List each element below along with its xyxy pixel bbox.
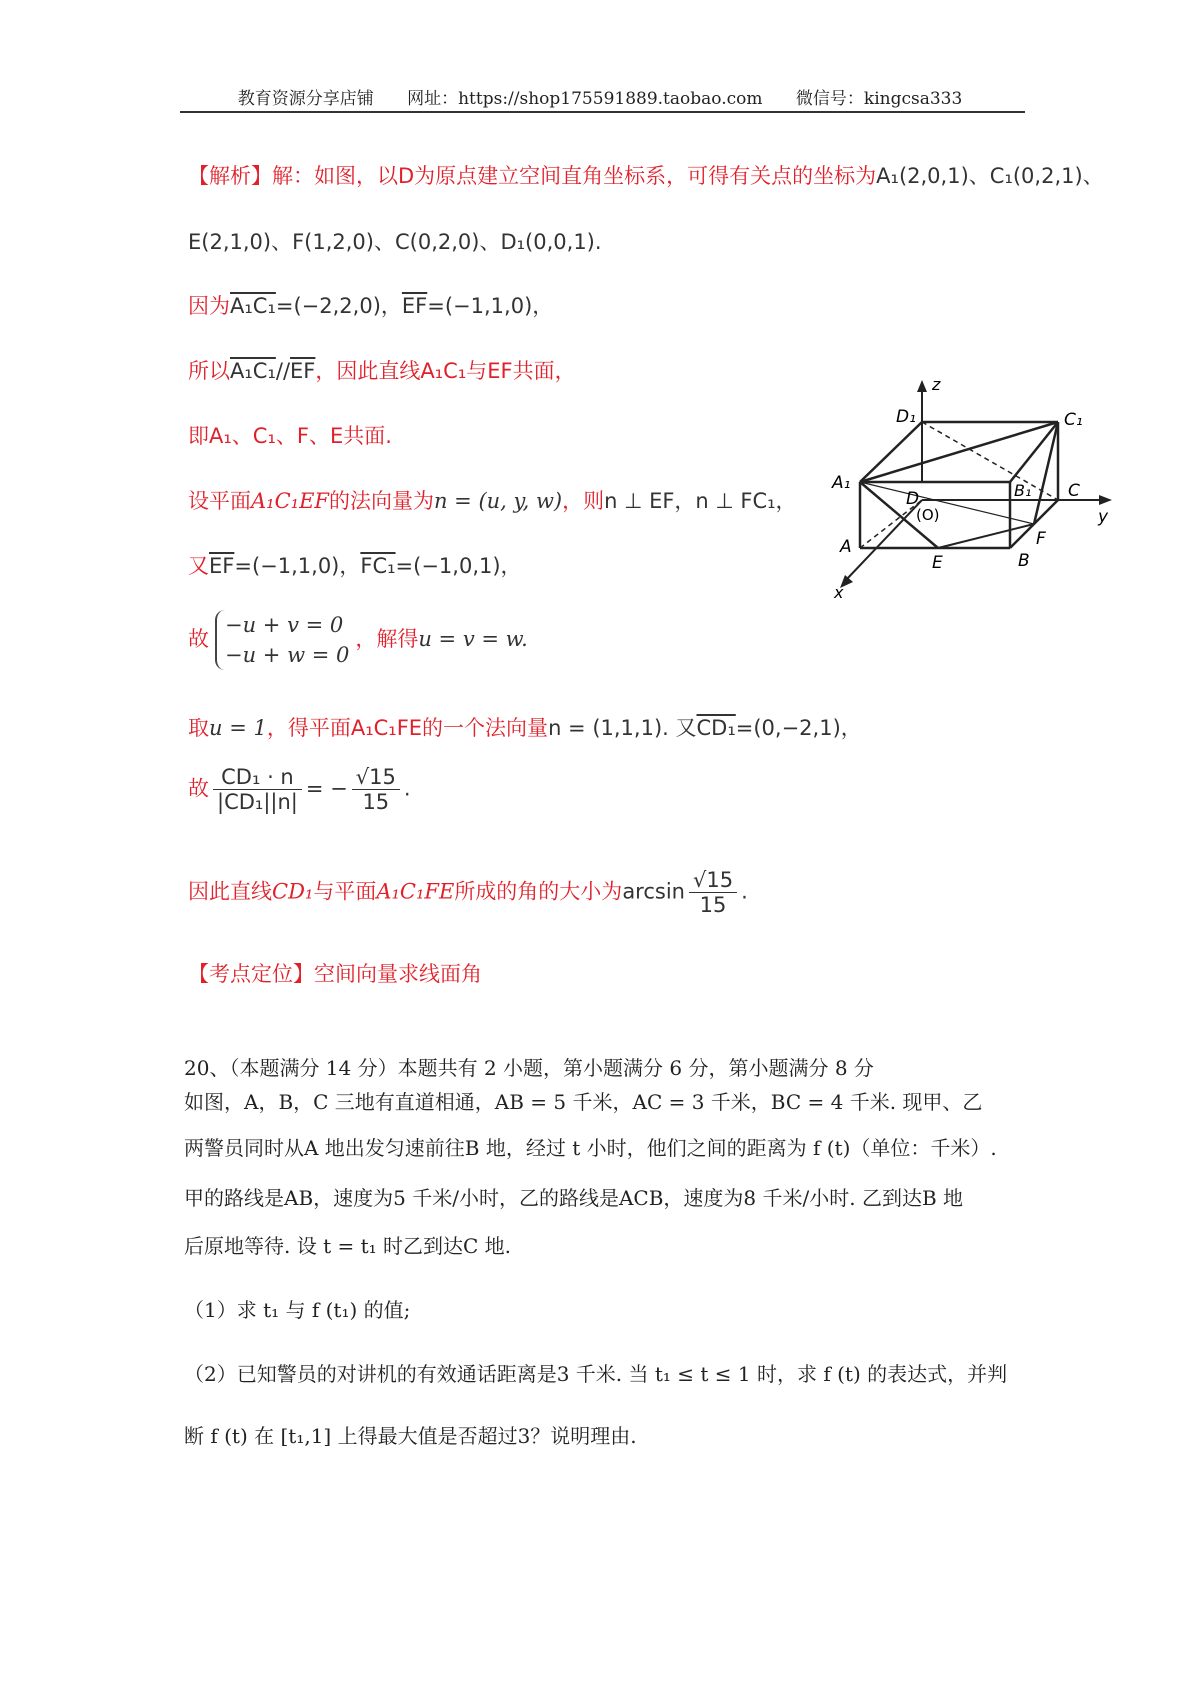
header-rule xyxy=(180,111,1025,113)
header-url: 网址：https://shop175591889.taobao.com xyxy=(407,89,763,109)
topic-line xyxy=(188,958,482,988)
x-axis xyxy=(846,500,922,580)
y-arrow xyxy=(1099,495,1112,505)
result-fraction: $\frac{√15}{15}$ xyxy=(352,765,400,814)
question-2-cont: 断 f (t) 在 [t₁,1] 上得最大值是否超过3？说明理由. xyxy=(184,1424,637,1448)
label-D: D xyxy=(906,489,920,509)
solution-line-10: 故 $\frac{\text{CD₁ · n}}{\text{|CD₁||n|}}$ = − $\frac{√15}{15}$ . xyxy=(188,765,411,814)
label-E: E xyxy=(932,553,943,573)
solution-line-8: 故−u + v = 0 −u + w = 0，解得u = v = w. xyxy=(188,610,528,670)
label-B1: B₁ xyxy=(1014,481,1032,500)
solution-line-11: 因此直线CD₁与平面A₁C₁FE所成的角的大小为arcsin $\frac{√15}{15}$ . xyxy=(188,868,748,917)
label-C1: C₁ xyxy=(1064,410,1083,430)
label-y: y xyxy=(1098,507,1109,527)
z-arrow xyxy=(917,380,927,392)
solution-line-3: 因为A₁C₁=(−2,2,0)，$\overline{EF}=(-1,1,0)$， xyxy=(188,294,554,318)
solution-line-5: 即A₁、C₁、F、E共面. xyxy=(188,424,392,448)
label-D1: D₁ xyxy=(896,407,916,427)
topic-text: 空间向量求线面角 xyxy=(314,962,482,986)
problem-line-1: 如图，A，B，C 三地有直道相通，AB = 5 千米，AC = 3 千米，BC = 4 千米. 现甲、乙 xyxy=(184,1090,983,1114)
label-O: (O) xyxy=(916,506,940,524)
solution-line-6: 设平面A₁C₁EF的法向量为n = (u, y, w)，则n ⊥ EF，n ⊥ FC₁， xyxy=(188,489,797,513)
header-wechat: 微信号：kingcsa333 xyxy=(795,89,963,109)
label-A: A xyxy=(840,537,852,557)
cosine-fraction: $\frac{\text{CD₁ · n}}{\text{|CD₁||n|}}$ xyxy=(213,765,302,814)
topic-tag: 【考点定位】 xyxy=(188,962,314,986)
problem-line-4: 后原地等待. 设 t = t₁ 时乙到达C 地. xyxy=(184,1234,512,1258)
solution-line-1: 【解析】解：如图，以D为原点建立空间直角坐标系，可得有关点的坐标为A₁(2,0,1)、C₁(0,2,1)、 xyxy=(188,164,1104,188)
problem-line-3: 甲的路线是AB，速度为5 千米/小时，乙的路线是ACB，速度为8 千米/小时. 乙到达B 地 xyxy=(184,1186,963,1210)
page-header xyxy=(0,84,1200,109)
problem-heading: 20、（本题满分 14 分）本题共有 2 小题，第小题满分 6 分，第小题满分 8 分 xyxy=(184,1056,874,1080)
problem-line-2: 两警员同时从A 地出发匀速前往B 地，经过 t 小时，他们之间的距离为 f (t)（单位：千米）. xyxy=(184,1136,997,1160)
header-shop: 教育资源分享店铺 xyxy=(237,89,374,109)
label-A1: A₁ xyxy=(832,473,851,493)
question-1: （1）求 t₁ 与 f (t₁) 的值; xyxy=(184,1298,411,1322)
label-x: x xyxy=(834,583,844,600)
question-2: （2）已知警员的对讲机的有效通话距离是3 千米. 当 t₁ ≤ t ≤ 1 时，求 f (t) 的表达式，并判 xyxy=(184,1362,1008,1386)
cuboid-figure xyxy=(820,370,1120,600)
label-F: F xyxy=(1036,529,1046,549)
label-z: z xyxy=(932,375,941,394)
solution-line-4: 所以A₁C₁/$/\overline{EF}$，因此直线A₁C₁与EF共面， xyxy=(188,359,576,383)
solution-line-2: E(2,1,0)、F(1,2,0)、C(0,2,0)、D₁(0,0,1). xyxy=(188,230,602,254)
label-C: C xyxy=(1068,481,1080,501)
solution-line-7: 又$\overline{EF}=(-1,1,0)$，FC₁=(−1,0,1)， xyxy=(188,554,522,578)
answer-fraction: $\frac{√15}{15}$ xyxy=(689,868,737,917)
solution-line-9: 取u = 1，得平面A₁C₁FE的一个法向量n = (1,1,1). 又CD₁=(0,−2,1)， xyxy=(188,716,862,740)
analysis-tag: 【解析】 xyxy=(188,164,272,188)
equation-system: −u + v = 0 −u + w = 0 xyxy=(215,610,349,670)
label-B: B xyxy=(1018,551,1030,571)
